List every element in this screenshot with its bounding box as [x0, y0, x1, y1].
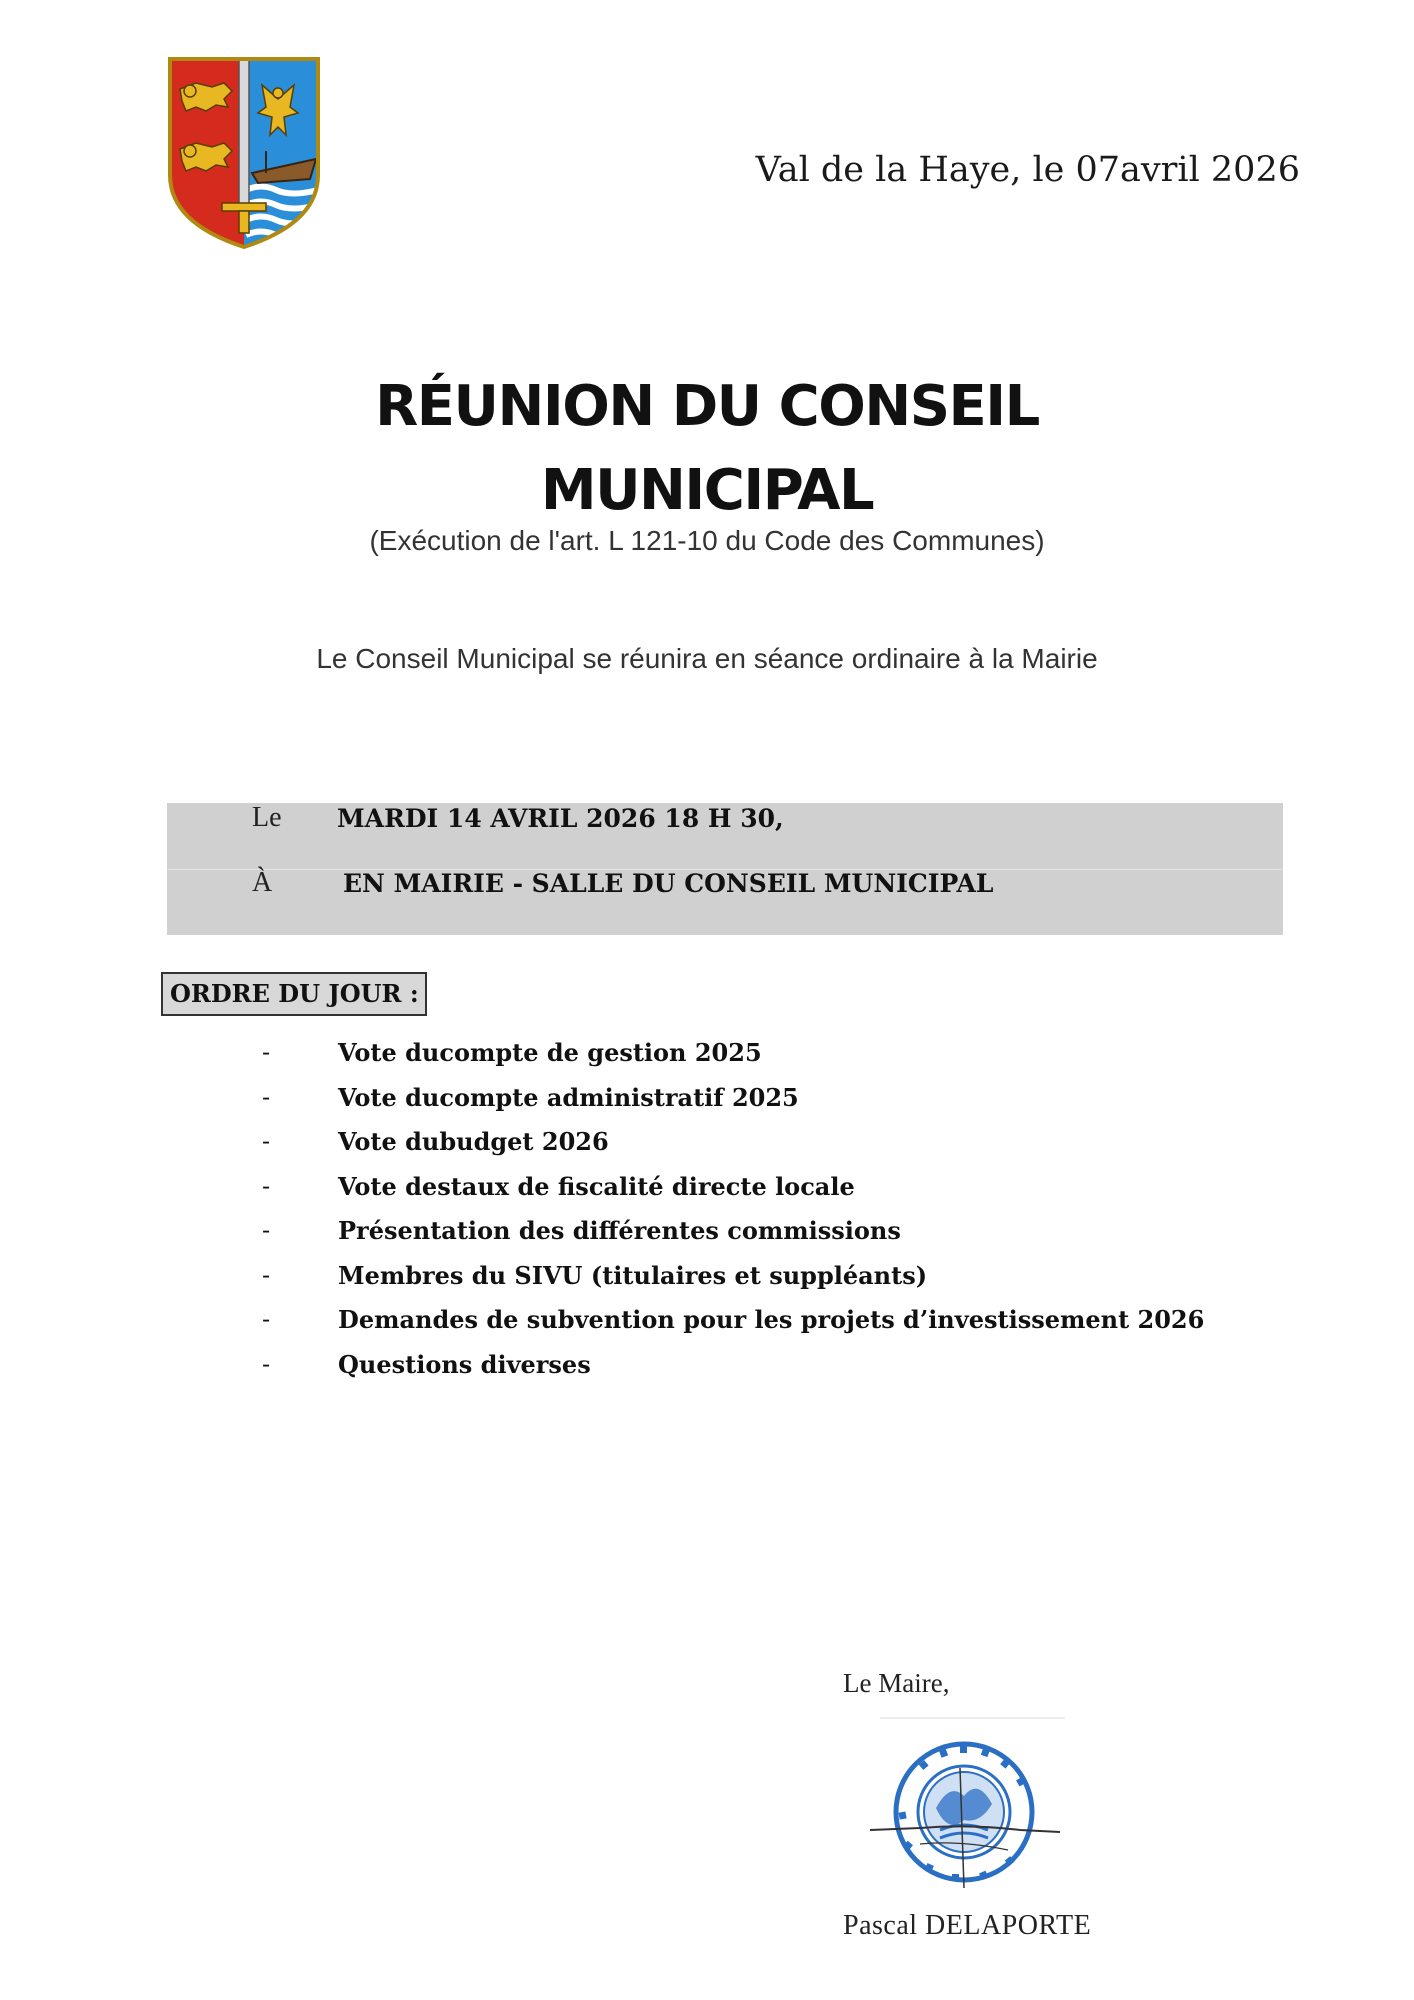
list-item [262, 1038, 1312, 1083]
list-item [262, 1127, 1312, 1172]
list-dash: - [262, 1127, 271, 1155]
date-label: Le [252, 802, 282, 833]
agenda-list [262, 1038, 1312, 1394]
agenda-item: Questions diverses [338, 1349, 591, 1379]
list-dash: - [262, 1082, 271, 1111]
list-item [262, 1305, 1312, 1350]
agenda-item: Demandes de subvention pour les projets d’investissement 2026 [338, 1305, 1205, 1334]
list-item [262, 1216, 1312, 1261]
list-item [262, 1261, 1312, 1306]
agenda-heading: ORDRE DU JOUR : [161, 972, 427, 1016]
date-line: Val de la Haye, le 07avril 2026 [755, 150, 1300, 190]
intro-text: Le Conseil Municipal se réunira en séance ordinaire à la Mairie [316, 643, 1098, 674]
place-label: À [252, 867, 273, 898]
agenda-item: Membres du SIVU (titulaires et suppléants) [338, 1260, 928, 1290]
list-dash: - [262, 1260, 271, 1289]
agenda-item: Vote dubudget 2026 [338, 1127, 609, 1156]
page-title [0, 365, 1414, 533]
title-line-1: RÉUNION DU CONSEIL [375, 374, 1039, 439]
list-dash: - [262, 1171, 271, 1200]
agenda-item: Vote ducompte de gestion 2025 [338, 1038, 762, 1067]
meeting-place: EN MAIRIE - SALLE DU CONSEIL MUNICIPAL [343, 869, 994, 898]
list-dash: - [262, 1216, 271, 1244]
legal-reference: (Exécution de l'art. L 121-10 du Code des Communes) [369, 525, 1045, 556]
agenda-item: Vote ducompte administratif 2025 [338, 1082, 799, 1112]
meeting-date: MARDI 14 AVRIL 2026 18 H 30, [337, 804, 784, 833]
list-item [262, 1350, 1312, 1395]
mayor-name: Pascal DELAPORTE [843, 1910, 1092, 1941]
agenda-item: Vote destaux de fiscalité directe locale [338, 1171, 855, 1201]
list-dash: - [262, 1038, 271, 1066]
signature-role: Le Maire, [843, 1668, 950, 1698]
mairie-stamp-icon [860, 1712, 1080, 1902]
list-dash: - [262, 1305, 271, 1333]
list-item [262, 1172, 1312, 1217]
title-line-2: MUNICIPAL [540, 458, 874, 523]
agenda-item: Présentation des différentes commissions [338, 1216, 901, 1245]
list-dash: - [262, 1349, 271, 1378]
list-item [262, 1083, 1312, 1128]
coat-of-arms-icon [166, 55, 322, 250]
